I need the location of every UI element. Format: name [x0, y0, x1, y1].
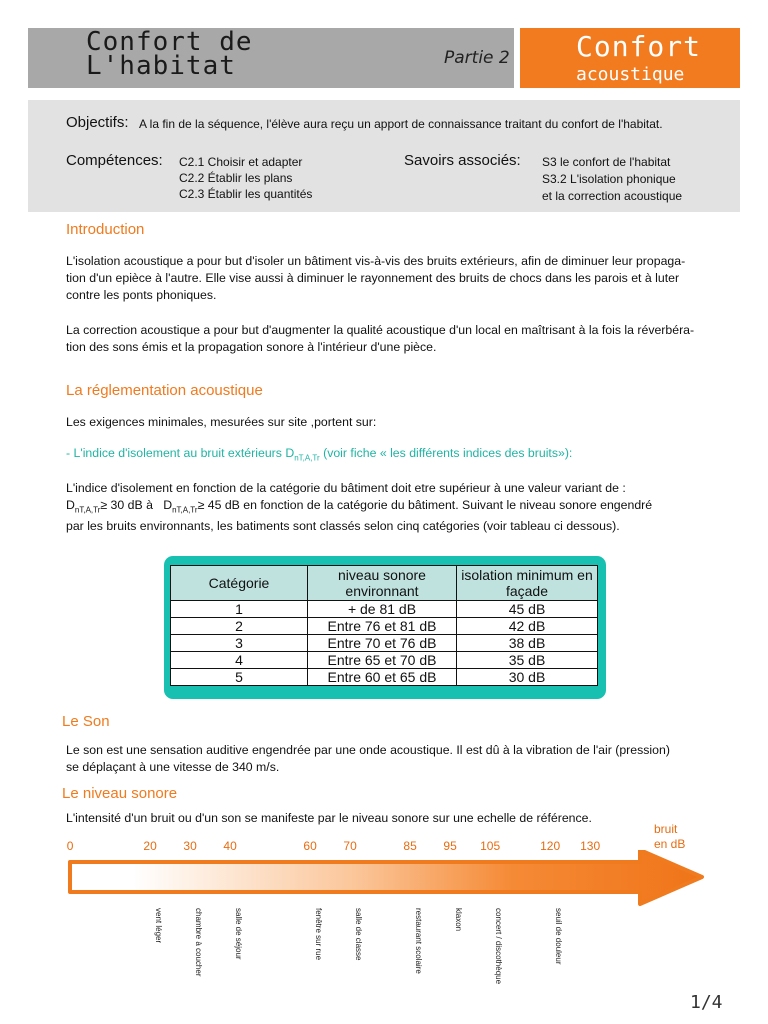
scale-tick-label: 85	[403, 839, 417, 853]
dnt-range-a: ≥ 30 dB à	[100, 498, 153, 512]
dnt-range-b: ≥ 45 dB en fonction de la catégorie du bâtiment. Suivant le niveau sonore engendré	[197, 498, 653, 512]
table-cell: Entre 65 et 70 dB	[308, 652, 457, 669]
table-header-cell: niveau sonore environnant	[308, 566, 457, 601]
scale-example-label: vent léger	[154, 908, 163, 944]
table-cell: + de 81 dB	[308, 601, 457, 618]
table-cell: 42 dB	[457, 618, 598, 635]
regl-p2-line-1: L'indice d'isolement en fonction de la catégorie du bâtiment doit etre supérieur à une valeur variant de :	[66, 481, 626, 495]
table-cell: 5	[171, 669, 308, 686]
savoir-item: et la correction acoustique	[542, 189, 683, 203]
savoir-item: S3.2 L'isolation phonique	[542, 172, 676, 186]
page-number: 1/4	[690, 992, 723, 1013]
savoirs-list	[542, 154, 682, 205]
table-row	[171, 618, 598, 635]
table-row	[171, 669, 598, 686]
regl-p2-line-2	[66, 497, 736, 518]
table-cell: 38 dB	[457, 635, 598, 652]
son-line: se déplaçant à une vitesse de 340 m/s.	[66, 760, 280, 774]
table-row	[171, 652, 598, 669]
title-line-2: L'habitat	[86, 51, 236, 81]
topic-line-2: acoustique	[576, 64, 685, 85]
table-row	[171, 601, 598, 618]
table-header-cell: Catégorie	[171, 566, 308, 601]
intro-p2-line: tion des sons émis et la propagation sonore à l'intérieur d'une pièce.	[66, 340, 437, 354]
son-paragraph	[66, 742, 736, 776]
competence-item: C2.1 Choisir et adapter	[179, 155, 303, 169]
intro-p1-line: contre les ponts phoniques.	[66, 288, 217, 302]
section-title-son: Le Son	[62, 713, 110, 730]
document-title	[86, 27, 253, 81]
intro-p1-line: L'isolation acoustique a pour but d'isoler un bâtiment vis-à-vis des bruits extérieurs, afin de diminuer leur propaga-	[66, 254, 686, 268]
scale-tick-label: 30	[183, 839, 197, 853]
scale-tick-label: 105	[480, 839, 501, 853]
scale-tick-label: 40	[223, 839, 237, 853]
objectives-text: A la fin de la séquence, l'élève aura reçu un apport de connaissance traitant du confort de l'habitat.	[139, 117, 663, 131]
competences-label: Compétences:	[66, 152, 163, 169]
intro-p1-line: tion d'un epièce à l'autre. Elle vise aussi à diminuer le rayonnement des bruits de chocs dans les parois et à luter	[66, 271, 680, 285]
indice-heading-sub: nT,A,Tr	[294, 453, 320, 463]
scale-tick-label: 130	[580, 839, 601, 853]
table-row	[171, 635, 598, 652]
table-header-row	[171, 566, 598, 601]
scale-example-label: concert / discothèque	[494, 908, 503, 985]
scale-tick-label: 70	[343, 839, 357, 853]
table-cell: 3	[171, 635, 308, 652]
scale-tick-label: 20	[143, 839, 157, 853]
topic-line-1: Confort	[576, 30, 702, 63]
scale-unit-line-1: bruit	[654, 822, 678, 836]
scale-example-label: klaxon	[454, 908, 463, 932]
intro-p2-line: La correction acoustique a pour but d'augmenter la qualité acoustique d'un local en maîtrisant à la fois la réverbéra-	[66, 323, 695, 337]
scale-example-label: restaurant scolaire	[414, 908, 423, 974]
savoir-item: S3 le confort de l'habitat	[542, 155, 671, 169]
scale-example-label: salle de séjour	[234, 908, 243, 960]
scale-tick-label: 95	[443, 839, 457, 853]
title-line-1: Confort de	[86, 27, 253, 57]
table-cell: Entre 76 et 81 dB	[308, 618, 457, 635]
table-cell: 2	[171, 618, 308, 635]
table-cell: Entre 60 et 65 dB	[308, 669, 457, 686]
regl-paragraph-1: Les exigences minimales, mesurées sur site ,portent sur:	[66, 415, 377, 429]
table-header-cell: isolation minimum en façade	[457, 566, 598, 601]
niveau-paragraph: L'intensité d'un bruit ou d'un son se manifeste par le niveau sonore sur une echelle de référence.	[66, 811, 592, 825]
scale-unit-label	[654, 822, 685, 852]
dnt-subscript: nT,A,Tr	[172, 505, 198, 515]
objectives-label: Objectifs:	[66, 114, 129, 131]
arrow-shape	[70, 850, 702, 904]
scale-unit-line-2: en dB	[654, 837, 686, 851]
part-label: Partie 2	[444, 48, 510, 68]
competence-item: C2.2 Établir les plans	[179, 171, 293, 185]
table-cell: 35 dB	[457, 652, 598, 669]
table-cell: 30 dB	[457, 669, 598, 686]
regl-paragraph-2	[66, 480, 736, 535]
intro-paragraph-2	[66, 322, 726, 356]
competence-item: C2.3 Établir les quantités	[179, 187, 313, 201]
son-line: Le son est une sensation auditive engendrée par une onde acoustique. Il est dû à la vibration de l'air (pression)	[66, 743, 670, 757]
scale-example-label: chambre à coucher	[194, 908, 203, 977]
section-title-introduction: Introduction	[66, 221, 145, 238]
dnt-symbol: D	[163, 498, 173, 512]
decibel-scale-arrow	[0, 850, 768, 910]
scale-example-label: fenêtre sur rue	[314, 908, 323, 961]
table-cell: Entre 70 et 76 dB	[308, 635, 457, 652]
indice-heading	[66, 446, 572, 462]
table-cell: 45 dB	[457, 601, 598, 618]
competences-list	[179, 154, 312, 202]
regl-p2-line-3: par les bruits environnants, les batiments sont classés selon cinq catégories (voir tableau ci dessous).	[66, 519, 620, 534]
section-title-niveau: Le niveau sonore	[62, 785, 178, 802]
category-table	[170, 565, 598, 686]
scale-example-label: salle de classe	[354, 908, 363, 961]
scale-example-label: seuil de douleur	[554, 908, 563, 965]
scale-tick-label: 60	[303, 839, 317, 853]
indice-heading-post: (voir fiche « les différents indices des bruits»):	[319, 446, 573, 460]
table-cell: 1	[171, 601, 308, 618]
dnt-symbol: D	[66, 498, 75, 512]
indice-heading-pre: - L'indice d'isolement au bruit extérieurs D	[66, 446, 295, 460]
intro-paragraph-1	[66, 253, 726, 304]
table-cell: 4	[171, 652, 308, 669]
scale-tick-label: 120	[540, 839, 561, 853]
dnt-subscript: nT,A,Tr	[74, 505, 101, 515]
section-title-reglementation: La réglementation acoustique	[66, 382, 263, 399]
savoirs-label: Savoirs associés:	[404, 152, 521, 169]
scale-tick-label: 0	[66, 839, 74, 853]
